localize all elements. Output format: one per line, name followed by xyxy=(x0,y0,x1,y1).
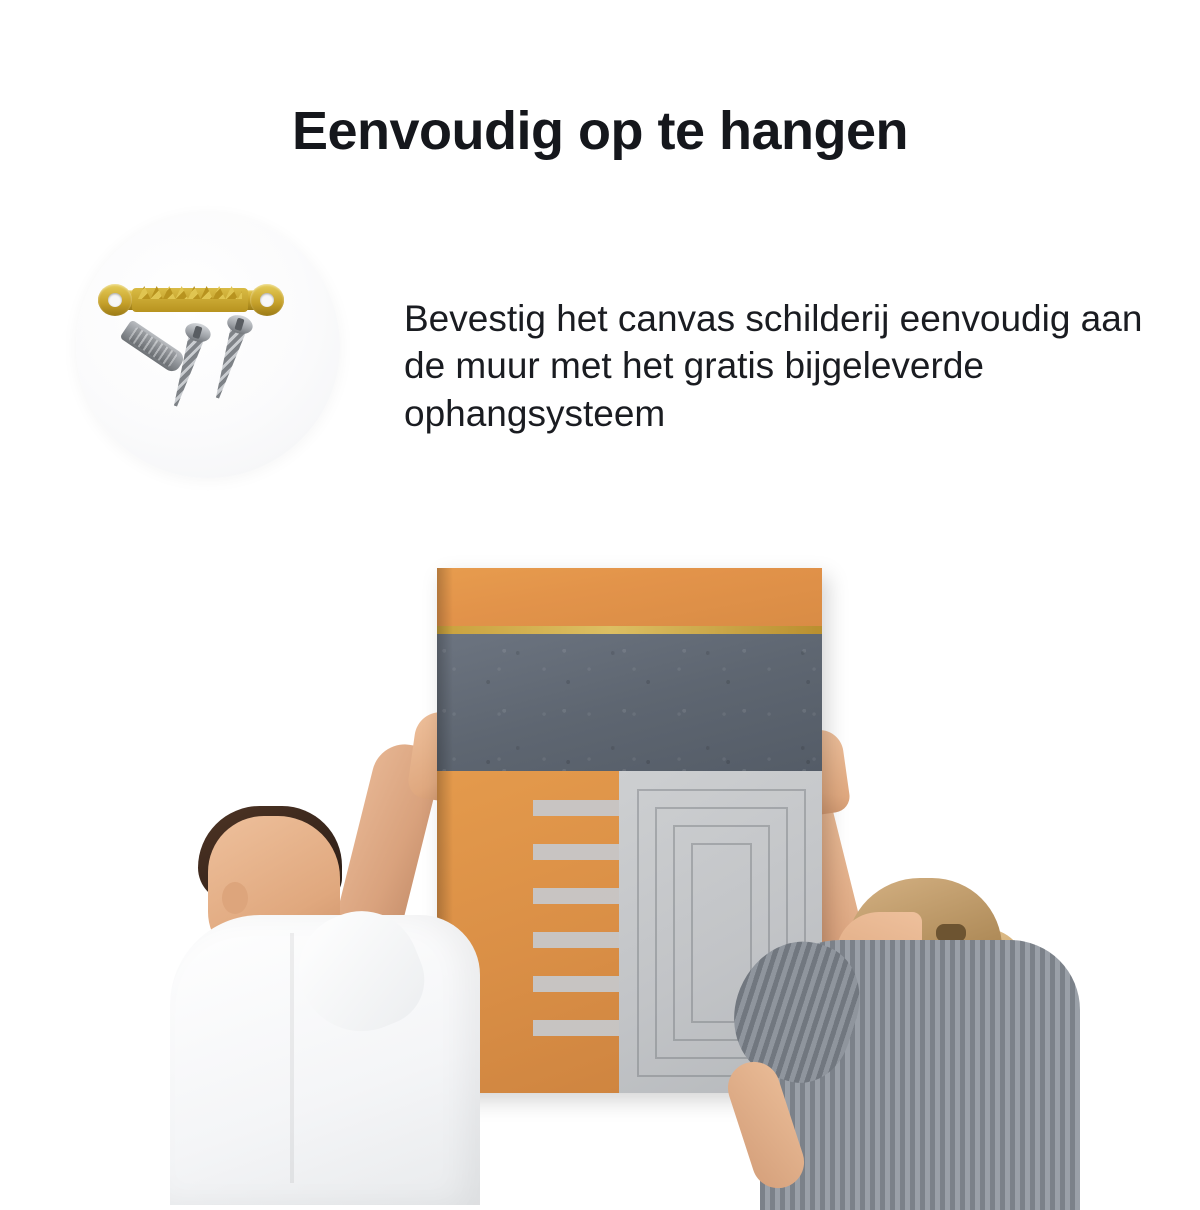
sawtooth-hanger-icon xyxy=(98,276,284,320)
page-title: Eenvoudig op te hangen xyxy=(291,101,908,162)
description-text: Bevestig het canvas schilderij eenvoudig aan de muur met het gratis bijgeleverde ophangsysteem xyxy=(404,298,1143,434)
people-hanging-canvas-scene xyxy=(0,520,1200,1201)
screw-icon xyxy=(210,314,250,401)
artwork-dark-grey-band xyxy=(437,634,822,771)
artwork-orange-band xyxy=(437,568,822,626)
hanging-hardware-badge xyxy=(76,214,340,478)
wall-plug-icon xyxy=(119,319,186,374)
artwork-stripes xyxy=(533,800,619,1052)
artwork-gold-line xyxy=(437,626,822,634)
man-ear xyxy=(222,882,248,914)
